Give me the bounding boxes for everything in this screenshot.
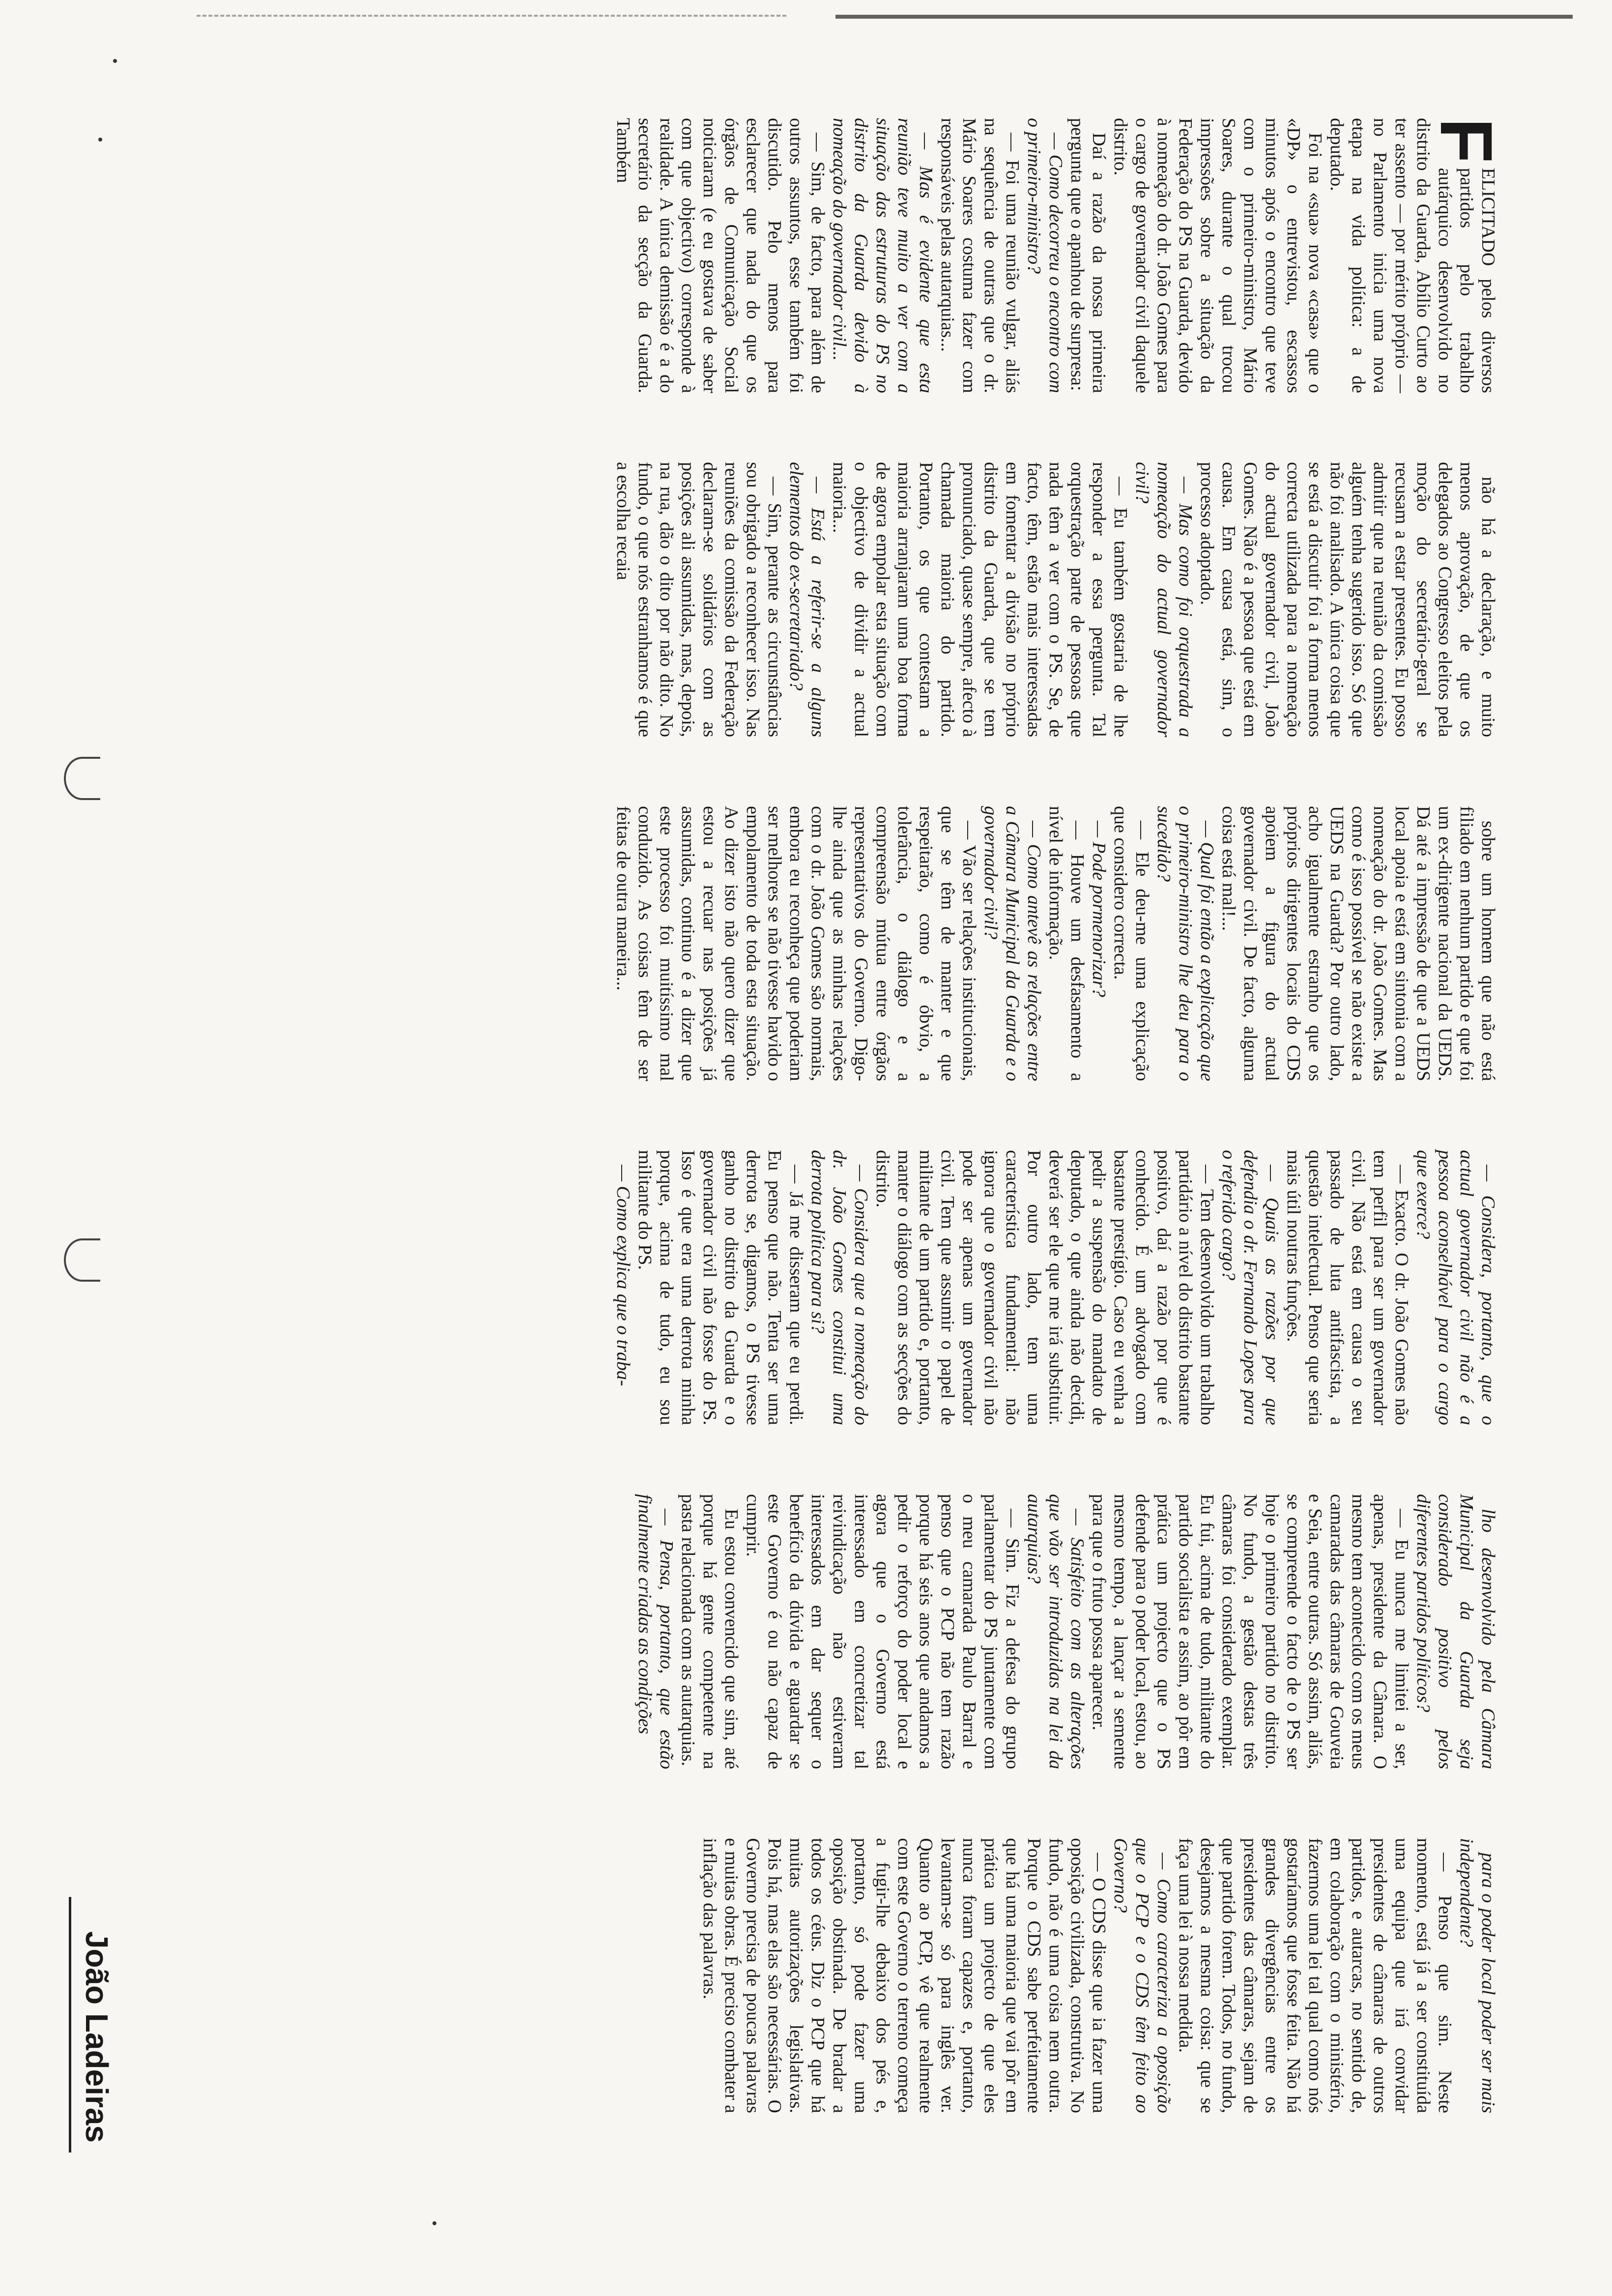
interview-question: — Como decorreu o encontro com o primeiro-ministro?: [1024, 118, 1066, 393]
body-paragraph: sobre um homem que não está filiado em nenhum partido e que foi um ex-dirigente nacional da UEDS. Dá até a impressão de que a UEDS local apoia e está em sintonia com a nomeação do dr. João Gomes. Mas como é isso possível se não existe a UEDS na Guarda? Por outro lado, acho igualmente estranho que os próprios dirigentes locais do CDS apoiem a figura do actual governador civil. De facto, alguma coisa está mal!...: [1218, 806, 1498, 1081]
body-paragraph: — Ele deu-me uma explicação que considero correcta.: [1110, 806, 1152, 1081]
body-paragraph: — Sim, perante as circunstâncias sou obrigado a reconhecer isso. Nas reuniões da comissão da Federação declaram-se solidários com as posições ali assumidas, mas, depois, na rua, dão o dito por não dito. No fundo, o que nós estranhamos é que a escolha recaia: [613, 462, 785, 737]
signature-rule: [69, 1897, 71, 2152]
body-paragraph: — Sim, de facto, para além de outros assuntos, esse também foi discutido. Pelo menos para esclarecer que nada do que os órgãos de Comunicação Social noticiaram (e eu gostava de saber com que objectivo) corresponde à realidade. A única demissão é a do secretário da secção da Guarda. Também: [613, 118, 828, 393]
interview-question: — Mas é evidente que esta reunião teve muito a ver com a situação das estruturas do PS no distrito da Guarda devido à nomeação do governador civil...: [829, 118, 936, 393]
body-paragraph: — Exacto. O dr. João Gomes não tem perfil para ser um governador civil. Não está em causa o seu passado de luta antifascista, a questão intelectual. Penso que seria mais útil noutras funções.: [1283, 1150, 1412, 1425]
interview-question: — Pensa, portanto, que estão finalmente criadas as condições: [634, 1494, 677, 1769]
body-paragraph: — Já me disseram que eu perdi. Eu penso que não. Tenta ser uma derrota se, digamos, o PS tivesse ganho no distrito da Guarda e o governador civil não fosse do PS. Isso é que era uma derrota minha porque, acima de tudo, eu sou militante do PS.: [634, 1150, 806, 1425]
interview-question: — Quais as razões por que defendia o dr. Fernando Lopes para o referido cargo?: [1218, 1150, 1282, 1425]
interview-question: para o poder local poder ser mais independente?: [1456, 1838, 1498, 2113]
column-5: [59, 1494, 1499, 1769]
interview-question: — Considera, portanto, que o actual governador civil não é a pessoa aconselhável para o cargo que exerce?: [1413, 1150, 1498, 1425]
column-4: [59, 1150, 1499, 1425]
body-paragraph: — Penso que sim. Neste momento, está já a ser constituída uma equipa que irá convidar presidentes de câmaras de outros partidos, e autarcas, no sentido de, em colaboração com o ministério, fazermos uma lei tal qual como nós gostaríamos que fosse feita. Não há grandes divergências entre os presidentes das câmaras, sejam de que partido forem. Todos, no fundo, desejamos a mesma coisa: que se faça uma lei à nossa medida.: [1175, 1838, 1455, 2113]
interview-article: [49, 118, 1508, 2162]
column-6: [59, 1838, 1499, 2113]
body-paragraph: Foi na «sua» nova «casa» que o «DP» o entrevistou, escassos minutos após o encontro que teve com o primeiro-ministro, Mário Soares, durante o qual trocou impressões sobre a situação da Federação do PS na Guarda, devido à nomeação do dr. João Gomes para o cargo de governador civil daquele distrito.: [1110, 118, 1325, 393]
interview-question: — Como antevê as relações entre a Câmara Municipal da Guarda e o governador civil?: [980, 806, 1044, 1081]
body-paragraph: — Tem desenvolvido um trabalho partidário a nível do distrito bastante positivo, daí a razão por que é conhecido. É um advogado com bastante prestígio. Caso eu venha a pedir a suspensão do mandato de deputado, o que ainda não decidi, deverá ser ele que me irá substituir. Por outro lado, tem uma característica fundamental: não ignora que o governador civil não pode ser apenas um governador civil. Tem que assumir o papel de militante de um partido e, portanto, manter o diálogo com as secções do distrito.: [872, 1150, 1217, 1425]
interview-question: — Como explica que o traba-: [613, 1165, 633, 1386]
interview-question: — Está a referir-se a alguns elementos do ex-secretariado?: [786, 462, 828, 737]
interview-question: — Qual foi então a explicação que o primeiro-ministro lhe deu para o sucedido?: [1153, 806, 1217, 1081]
lead-text: ELICITADO pelos diversos partidos pelo trabalho autárquico desenvolvido no distrito da Guarda, Abílio Curto ao ter assento — por mérito próprio — no Parlamento inicia uma nova etapa na vida política: a de deputado.: [1326, 118, 1498, 393]
body-paragraph: — Foi uma reunião vulgar, aliás na sequência de outras que o dr. Mário Soares costuma fazer com responsáveis pelas autarquias...: [937, 118, 1023, 393]
body-paragraph: — Vão ser relações institucionais, que se têm de manter e que respeitarão, como é óbvio, a tolerância, o diálogo e a compreensão mútua entre órgãos representativos do Governo. Digo-lhe ainda que as minhas relações com o dr. João Gomes são normais, embora eu reconheça que poderiam ser melhores se não tivesse havido o empolamento de toda esta situação. Ao dizer isto não quero dizer que estou a recuar nas posições já assumidas, continuo é a dizer que este processo foi muitíssimo mal conduzido. As coisas têm de ser feitas de outra maneira...: [613, 806, 979, 1081]
interview-question: — Mas como foi orquestrada a nomeação do actual governador civil?: [1132, 462, 1196, 737]
column-3: [59, 806, 1499, 1081]
body-paragraph: — O CDS disse que ia fazer uma oposição civilizada, construtiva. No fundo, não é uma coisa nem outra. Porque o CDS sabe perfeitamente que há uma maioria que vai pôr em prática um projecto de que eles nunca foram capazes e, portanto, levantam-se só para inglês ver. Quanto ao PCP, vê que realmente com este Governo o terreno começa a fugir-lhe debaixo dos pés e, portanto, só pode fazer uma oposição obstinada. De bradar a todos os céus. Diz o PCP que há muitas autorizações legislativas. Pois há, mas elas são necessárias. O Governo precisa de poucas palavras e muitas obras. É preciso combater a inflação das palavras.: [699, 1838, 1109, 2113]
lead-paragraph: [1326, 118, 1508, 393]
body-paragraph: Daí a razão da nossa primeira pergunta que o apanhou de surpresa:: [1067, 118, 1109, 393]
interview-question: — Como caracteriza a oposição que o PCP e o CDS têm feito ao Governo?: [1110, 1838, 1174, 2113]
body-paragraph: — Sim. Fiz a defesa do grupo parlamentar do PS juntamente com o meu camarada Paulo Barral e penso que o PCP não tem razão porque há seis anos que andamos a pedir o reforço do poder local e agora que o Governo está interessado em concretizar tal reivindicação não estiveram interessados em dar sequer o benefício da dúvida e aguardar se este Governo é ou não capaz de cumprir.: [743, 1494, 1023, 1769]
author-signature: João Ladeiras: [79, 1931, 115, 2143]
body-paragraph: — Eu nunca me limitei a ser, apenas, presidente da Câmara. O mesmo tem acontecido com os meus camaradas das câmaras de Gouveia e Seia, entre outras. Só assim, aliás, se compreende o facto de o PS ser hoje o primeiro partido no distrito. No fundo, a gestão destas três câmaras foi considerado exemplar. Eu fui, acima de tudo, militante do partido socialista e assim, ao pôr em prática um projecto que o PS defende para o poder local, estou, ao mesmo tempo, a lançar a semente para que o fruto possa aparecer.: [1089, 1494, 1412, 1769]
body-paragraph: — Eu também gostaria de lhe responder a essa pergunta. Tal orquestração parte de pessoas que nada têm a ver com o PS. Se, de facto, têm, estão mais interessadas em fomentar a divisão no próprio distrito da Guarda, que se tem pronunciado, quase sempre, afecto à chamada maioria do partido. Portanto, os que contestam a maioria arranjaram uma boa forma de agora empolar esta situação com o objectivo de dividir a actual maioria...: [829, 462, 1131, 737]
body-paragraph: Eu estou convencido que sim, até porque há gente competente na pasta relacionada com as autarquias.: [678, 1494, 742, 1769]
column-1: [59, 118, 1508, 393]
interview-question: — Considera que a nomeação do dr. João Gomes constitui uma derrota política para si?: [807, 1150, 871, 1425]
column-2: [59, 462, 1499, 737]
body-paragraph: não há a declaração, e muito menos aprovação, de que os delegados ao Congresso eleitos pela moção do secretário-geral se recusam a estar presentes. Eu posso admitir que na reunião da comissão alguém tenha sugerido isso. Só que não foi analisado. A única coisa que se está a discutir foi a forma menos correcta utilizada para a nomeação do actual governador civil, João Gomes. Não é a pessoa que está em causa. Em causa está, sim, o processo adoptado.: [1197, 462, 1498, 737]
interview-question: — Satisfeito com as alterações que vão ser introduzidas na lei da autarquias?: [1024, 1494, 1088, 1769]
interview-question: lho desenvolvido pela Câmara Municipal da Guarda seja considerado positivo pelos diferentes partidos políticos?: [1413, 1494, 1498, 1769]
body-paragraph: — Houve um desfasamento a nível de informação.: [1045, 806, 1088, 1081]
interview-question: — Pode pormenorizar?: [1089, 821, 1109, 997]
drop-cap: F: [1425, 118, 1508, 163]
